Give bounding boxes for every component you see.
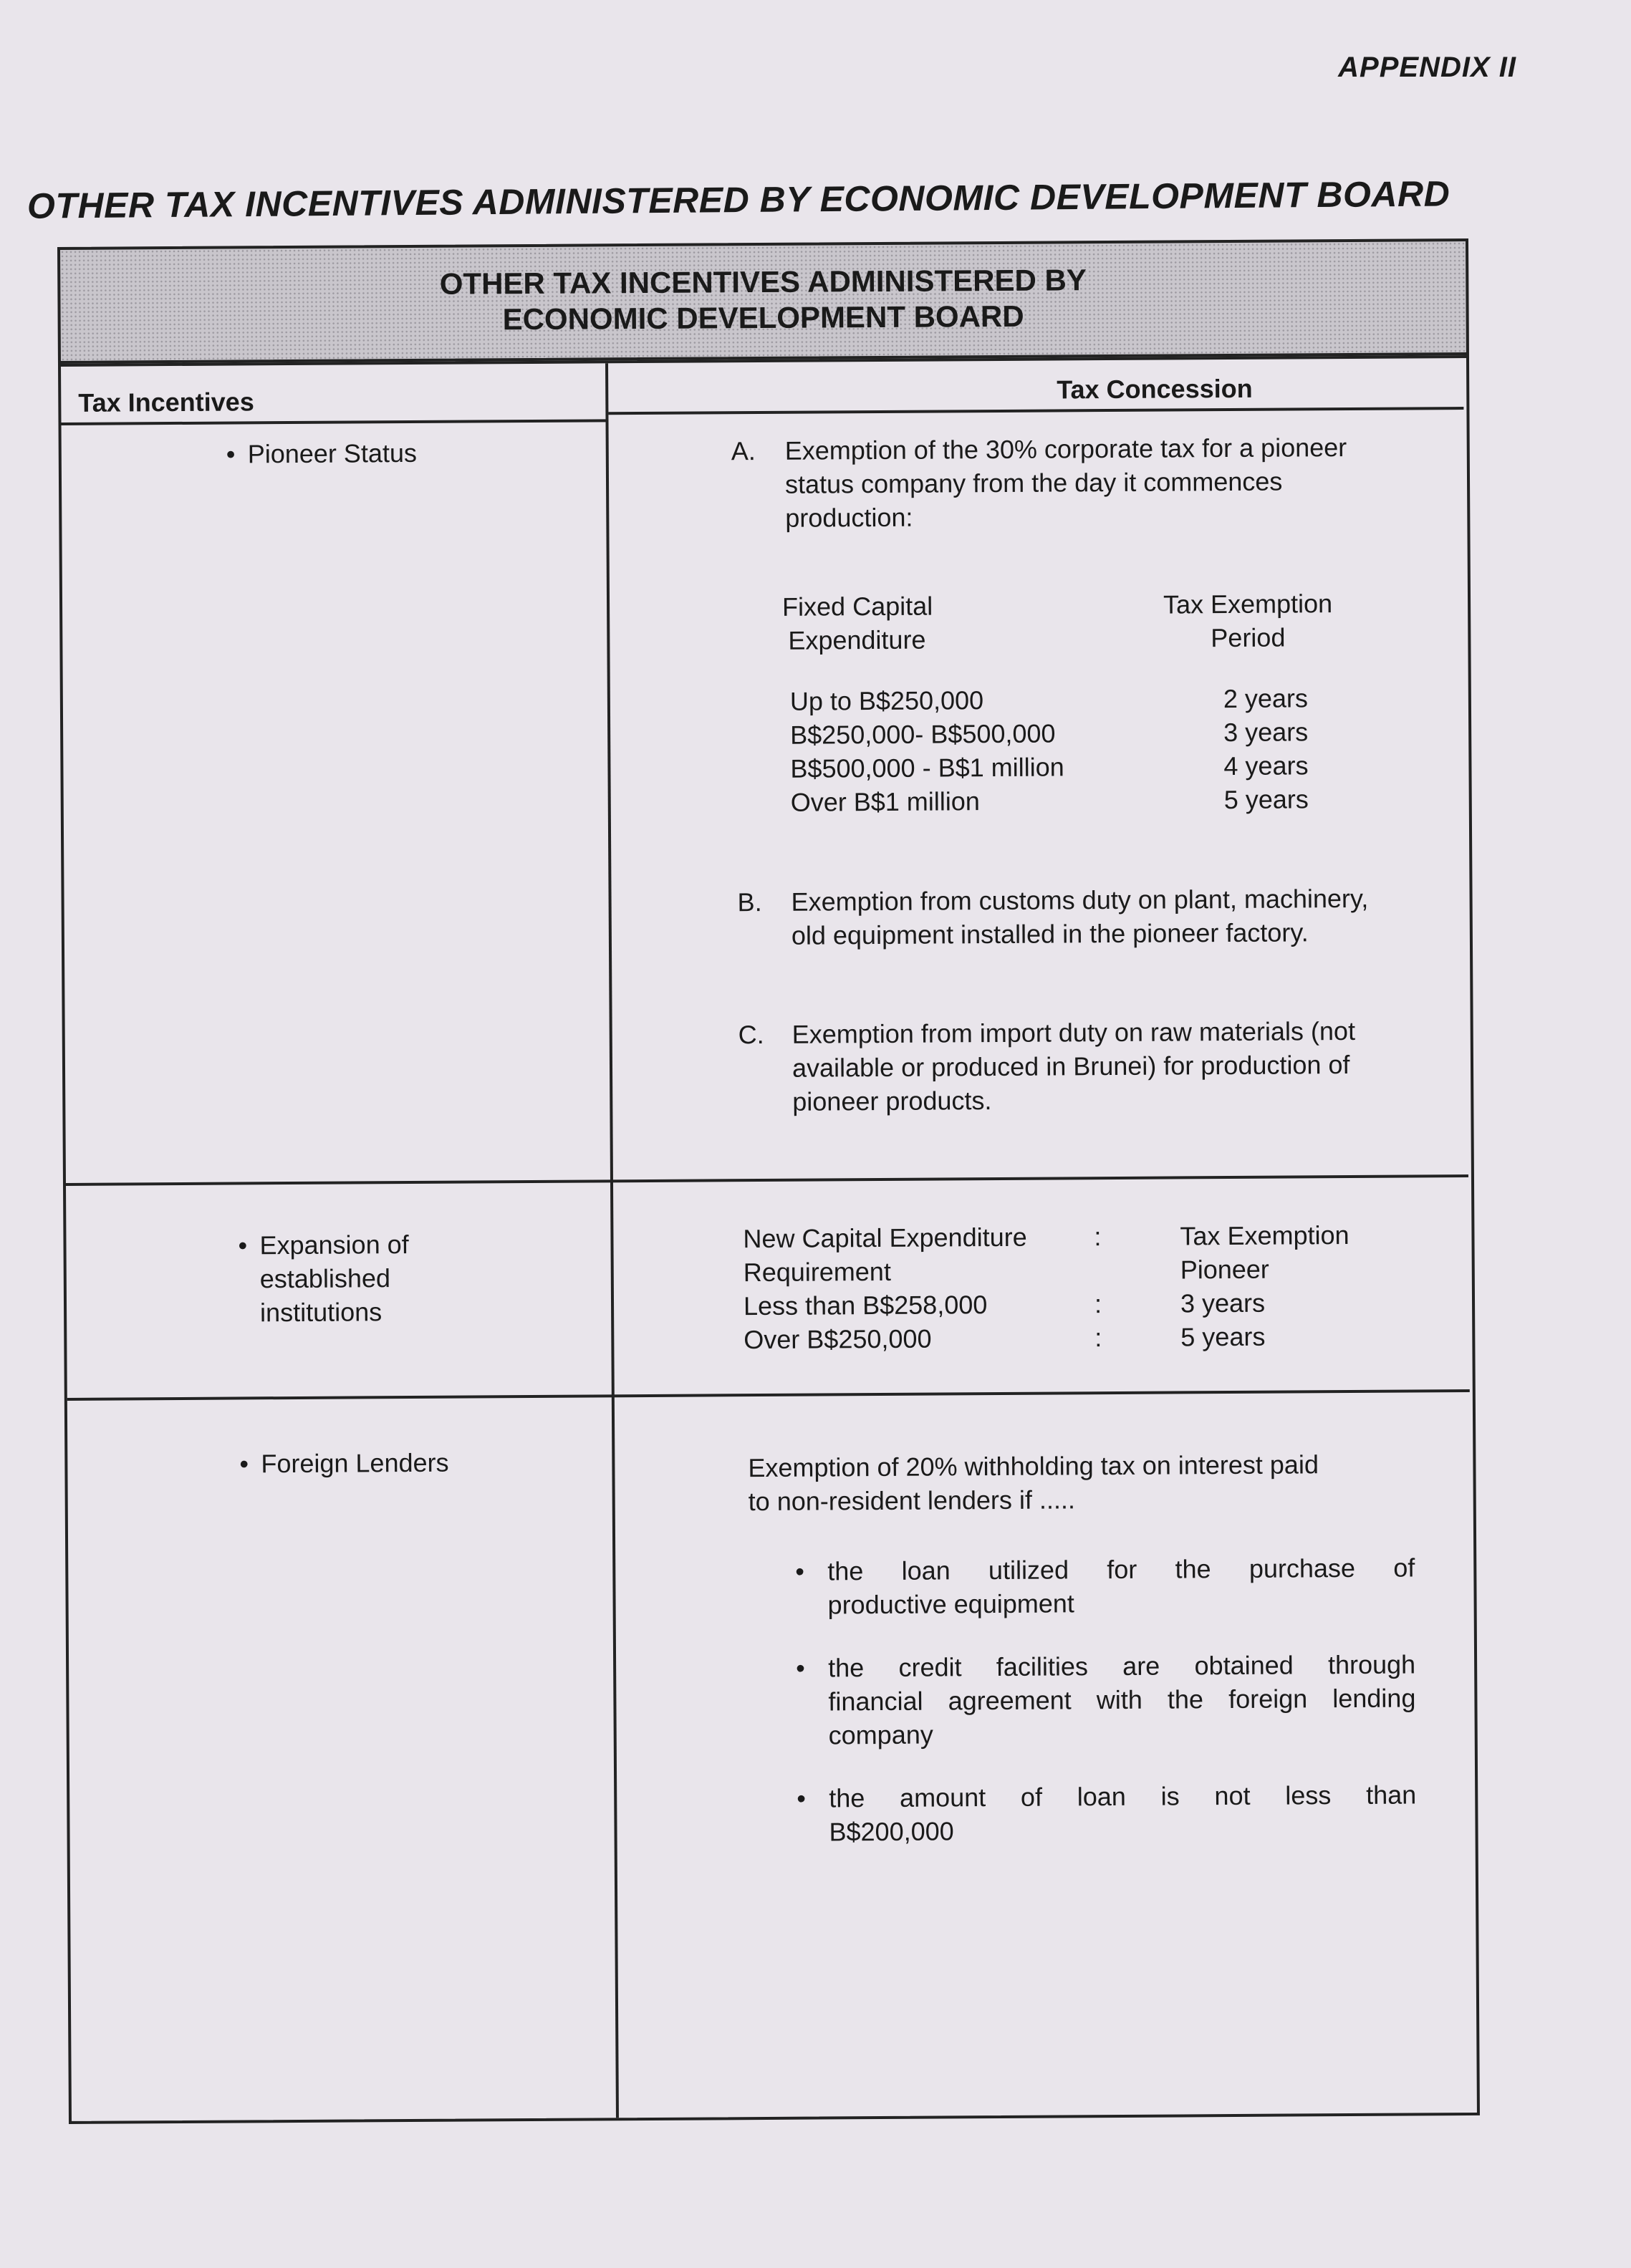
- incentives-table: [58, 355, 1480, 2124]
- table-title-line-1: OTHER TAX INCENTIVES ADMINISTERED BY: [439, 263, 1087, 301]
- clause-a-marker: A.: [731, 436, 756, 466]
- expansion-row-sep: :: [1094, 1289, 1102, 1319]
- incentive-expansion: [259, 1227, 409, 1329]
- expansion-row-sep: [1094, 1253, 1180, 1287]
- column-header-tax-incentives: Tax Incentives: [78, 387, 254, 418]
- expansion-row: [744, 1285, 1431, 1323]
- appendix-label: APPENDIX II: [1338, 52, 1516, 83]
- clause-c-marker: C.: [738, 1019, 764, 1050]
- foreign-condition: [828, 1647, 1416, 1752]
- exemption-table-head-right: [1148, 587, 1349, 655]
- document-title: OTHER TAX INCENTIVES ADMINISTERED BY ECONOMIC DEVELOPMENT BOARD: [27, 173, 1450, 226]
- condition-line: B$200,000: [829, 1816, 954, 1847]
- expansion-row-right: 5 years: [1180, 1321, 1266, 1352]
- bullet: •: [238, 1230, 248, 1260]
- exemption-period: 5 years: [1223, 784, 1309, 815]
- head-right-line: Tax Exemption: [1163, 589, 1333, 619]
- table-title-box: [57, 238, 1469, 364]
- row-divider-2: [67, 1389, 1470, 1401]
- head-left-line: Expenditure: [788, 624, 926, 655]
- condition-line: the loan utilized for the purchase of: [827, 1553, 1415, 1586]
- exemption-table-head-left: [782, 589, 933, 657]
- expansion-row: [744, 1251, 1431, 1289]
- clause-c-line: available or produced in Brunei) for production of: [792, 1049, 1350, 1083]
- bullet: •: [797, 1783, 806, 1813]
- expansion-row: [743, 1217, 1430, 1255]
- incentive-foreign-lenders: Foreign Lenders: [261, 1447, 449, 1479]
- clause-b-text: [791, 881, 1436, 952]
- row-divider-1: [66, 1174, 1468, 1186]
- clause-a-line: production:: [785, 502, 913, 533]
- head-right-line: Period: [1211, 622, 1286, 653]
- column-divider: [605, 363, 619, 2118]
- exemption-row: [790, 717, 1056, 752]
- condition-line: the credit facilities are obtained through: [828, 1649, 1416, 1683]
- foreign-intro-line: Exemption of 20% withholding tax on interest paid: [748, 1449, 1319, 1483]
- expansion-row-right: 3 years: [1180, 1288, 1266, 1318]
- bullet: •: [239, 1449, 249, 1479]
- foreign-intro-line: to non-resident lenders if .....: [748, 1485, 1076, 1517]
- foreign-condition: [827, 1550, 1415, 1621]
- clause-a-text: [785, 430, 1430, 534]
- expansion-row-left: Less than B$258,000: [743, 1290, 988, 1321]
- expansion-requirements: [743, 1217, 1431, 1356]
- foreign-intro: [748, 1447, 1429, 1518]
- clause-b-line: Exemption from customs duty on plant, machinery,: [791, 883, 1369, 917]
- clause-b-line: old equipment installed in the pioneer factory.: [791, 917, 1309, 950]
- bullet: •: [226, 439, 236, 469]
- condition-line: productive equipment: [827, 1588, 1074, 1620]
- clause-c-text: [792, 1013, 1438, 1118]
- expansion-row-right: Pioneer: [1180, 1254, 1269, 1285]
- clause-c-line: Exemption from import duty on raw materials (not: [792, 1015, 1356, 1049]
- bullet: •: [796, 1653, 805, 1683]
- header-underline-right: [608, 407, 1463, 415]
- exemption-row: [790, 683, 984, 718]
- expansion-row-left: Over B$250,000: [744, 1323, 932, 1355]
- incentive-pioneer-status: Pioneer Status: [247, 438, 418, 469]
- expansion-row-sep: :: [1094, 1222, 1102, 1252]
- clause-c-line: pioneer products.: [792, 1086, 992, 1116]
- exemption-period: 4 years: [1223, 751, 1309, 781]
- condition-line: company: [828, 1719, 933, 1750]
- expansion-row-left: Requirement: [743, 1256, 891, 1288]
- fixed-capital-value: B$250,000- B$500,000: [790, 718, 1056, 750]
- foreign-condition: [829, 1777, 1417, 1848]
- condition-line: financial agreement with the foreign lending: [828, 1683, 1416, 1717]
- table-title-line-2: ECONOMIC DEVELOPMENT BOARD: [502, 299, 1024, 337]
- fixed-capital-value: Up to B$250,000: [789, 685, 984, 716]
- head-left-line: Fixed Capital: [781, 591, 933, 622]
- fixed-capital-value: B$500,000 - B$1 million: [790, 752, 1064, 783]
- exemption-row: [791, 784, 980, 819]
- clause-a-line: status company from the day it commences: [784, 466, 1283, 499]
- clause-a-line: Exemption of the 30% corporate tax for a pioneer: [784, 433, 1347, 465]
- header-underline-left: [61, 419, 605, 425]
- expansion-row-right: Tax Exemption: [1180, 1220, 1349, 1251]
- expansion-line: Expansion of: [259, 1230, 409, 1260]
- expansion-row-sep: :: [1094, 1323, 1102, 1353]
- condition-line: the amount of loan is not less than: [829, 1780, 1417, 1813]
- fixed-capital-value: Over B$1 million: [790, 786, 980, 817]
- exemption-period: 3 years: [1223, 717, 1309, 748]
- expansion-line: established: [259, 1263, 391, 1294]
- exemption-row: [790, 750, 1064, 785]
- clause-b-marker: B.: [737, 887, 762, 917]
- column-header-tax-concession: Tax Concession: [1057, 373, 1253, 405]
- incentives-table-frame: [57, 238, 1498, 2123]
- bullet: •: [795, 1556, 805, 1586]
- expansion-row: [744, 1318, 1431, 1356]
- expansion-row-left: New Capital Expenditure: [743, 1222, 1027, 1254]
- exemption-period: 2 years: [1223, 683, 1309, 714]
- expansion-line: institutions: [259, 1297, 383, 1328]
